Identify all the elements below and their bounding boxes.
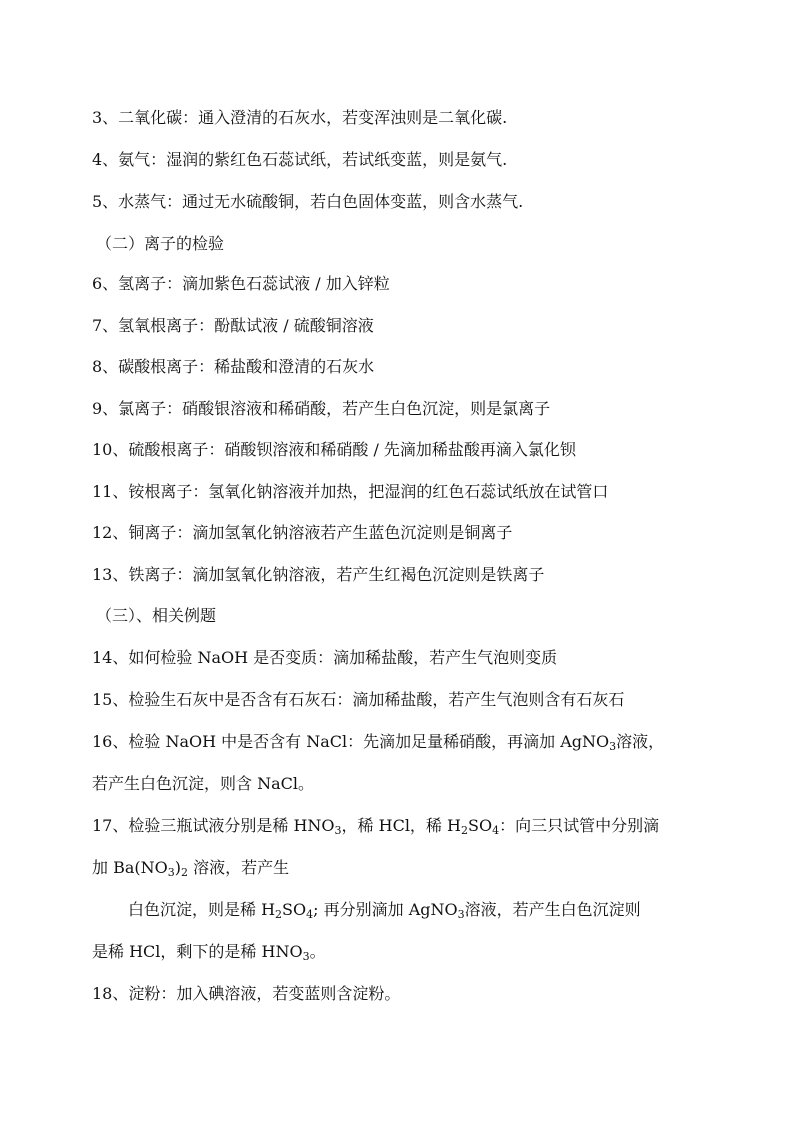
- line-q15: 15、检验生石灰中是否含有石灰石：滴加稀盐酸，若产生气泡则含有石灰石: [92, 690, 625, 709]
- line-q18: 18、淀粉：加入碘溶液，若变蓝则含淀粉。: [92, 984, 401, 1003]
- line-q3: 3、二氧化碳：通入澄清的石灰水，若变浑浊则是二氧化碳.: [92, 108, 508, 127]
- line-q8: 8、碳酸根离子：稀盐酸和澄清的石灰水: [92, 357, 375, 376]
- line-q17-cont-2: 白色沉淀，则是稀 $H_2SO_4$; 再分别滴加 AgNO$_3$溶液，若产生白色沉淀则: [128, 900, 641, 921]
- line-q17-cont-3: 是稀 HCl，剩下的是稀 $HNO_3$。: [92, 942, 326, 963]
- section-heading-examples: （三）、相关例题: [96, 606, 217, 625]
- line-q7: 7、氢氧根离子：酚酞试液 / 硫酸铜溶液: [92, 316, 374, 335]
- line-q10: 10、硫酸根离子：硝酸钡溶液和稀硝酸 / 先滴加稀盐酸再滴入氯化钡: [92, 440, 576, 459]
- line-q5: 5、水蒸气：通过无水硫酸铜，若白色固体变蓝，则含水蒸气.: [92, 192, 524, 211]
- line-q16-cont: 若产生白色沉淀，则含 NaCl。: [92, 774, 314, 793]
- line-q9: 9、氯离子：硝酸银溶液和稀硝酸，若产生白色沉淀，则是氯离子: [92, 399, 551, 418]
- section-heading-ion-tests: （二）离子的检验: [96, 234, 225, 253]
- line-q16: 16、检验 NaOH 中是否含有 NaCl：先滴加足量稀硝酸，再滴加 AgNO$_3$溶液，: [92, 732, 665, 753]
- line-q13: 13、铁离子：滴加氢氧化钠溶液，若产生红褐色沉淀则是铁离子: [92, 565, 545, 584]
- line-q14: 14、如何检验 NaOH 是否变质：滴加稀盐酸，若产生气泡则变质: [92, 648, 558, 667]
- line-q17: 17、检验三瓶试液分别是稀 $HNO_3$，稀 HCl，稀 $H_2SO_4$：向三只试管中分别滴: [92, 816, 660, 837]
- line-q17-cont: 加 $Ba(NO_3)_2$ 溶液，若产生: [92, 858, 290, 879]
- line-q6: 6、氢离子：滴加紫色石蕊试液 / 加入锌粒: [92, 274, 390, 293]
- line-q12: 12、铜离子：滴加氢氧化钠溶液若产生蓝色沉淀则是铜离子: [92, 523, 513, 542]
- line-q11: 11、铵根离子：氢氧化钠溶液并加热，把湿润的红色石蕊试纸放在试管口: [92, 482, 609, 501]
- line-q4: 4、氨气：湿润的紫红色石蕊试纸，若试纸变蓝，则是氨气.: [92, 150, 508, 169]
